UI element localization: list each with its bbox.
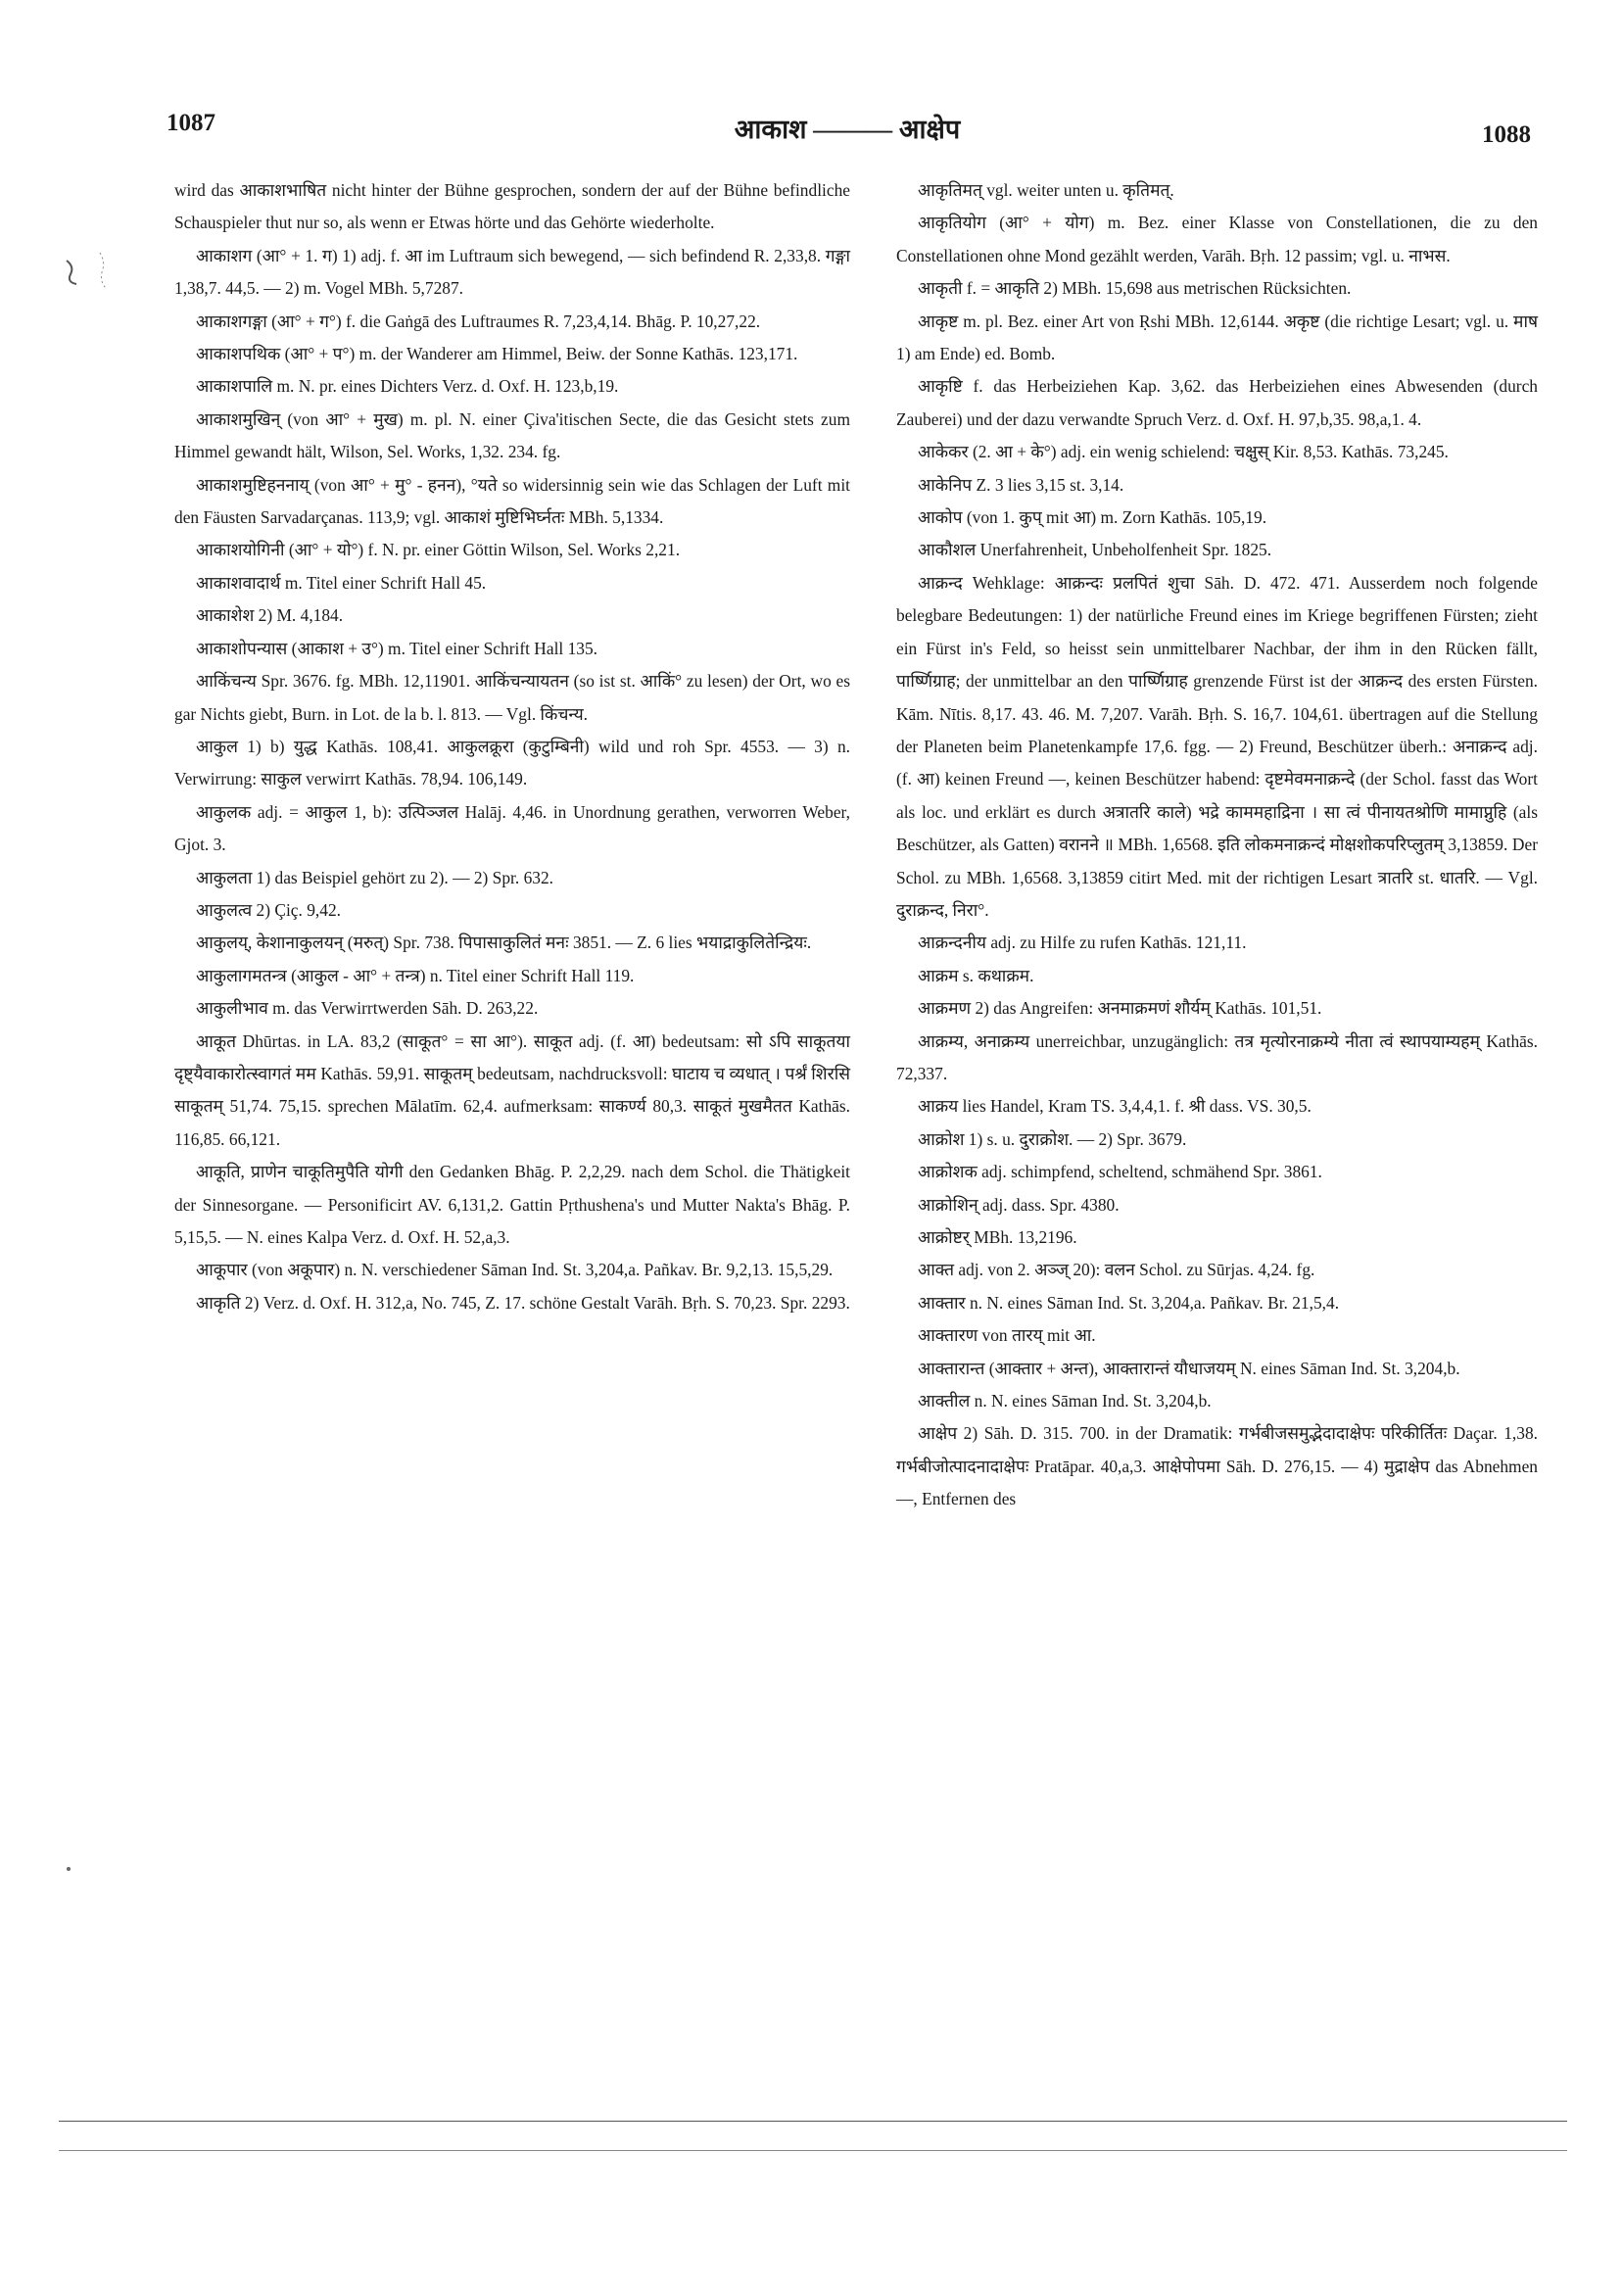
- entry: आक्रय lies Handel, Kram TS. 3,4,4,1. f. श्री dass. VS. 30,5.: [918, 1096, 1312, 1117]
- entry: आक्रन्द Wehklage: आक्रन्दः प्रलपितं शुचा Sāh. D. 472. 471. Ausserdem noch folgende belegbare Bedeutungen: 1) der natürliche Freund eines im Kriege begriffenen Fürsten; zieht ein Fürst in's Feld, so heisst sein unmittelbarer Nachbar, der ihm in den Rücken fällt, पार्ष्णिग्राह; der unmittelbar an den पार्ष्णिग्राह grenzende Fürst ist der आक्रन्द des ersten Fürsten. Kām. Nītis. 8,17. 43. 46. M. 7,207. Varāh. Bṛh. S. 16,7. 104,61. übertragen auf die Stellung der Planeten beim Planetenkampfe 17,6. fgg. — 2) Freund, Beschützer überh.: अनाक्रन्द adj. (f. आ) keinen Freund —, keinen Beschützer habend: दृष्टमेवमनाक्रन्दे (der Schol. fasst das Wort als loc. und erklärt es durch अत्रातरि काले) भद्रे काममहाद्रिना । सा त्वं पीनायतश्रोणि मामाप्नुहि (als Beschützer, als Gatten) वरानने ॥ MBh. 1,6568. इति लोकमनाक्रन्दं मोक्षशोकपरिप्लुतम् 3,13859. Der Schol. zu MBh. 1,6568. 3,13859 citirt Med. mit der richtigen Lesart त्रातरि st. धातरि. — Vgl. दुराक्रन्द, निरा°.: [896, 572, 1538, 920]
- left-column: [174, 174, 850, 1319]
- entry: आक्षेप 2) Sāh. D. 315. 700. in der Dramatik: गर्भबीजसमुद्भेदादाक्षेपः परिकीर्तितः Daçar. 1,38. गर्भबीजोत्पादनादाक्षेपः Pratāpar. 40,a,3. आक्षेपोपमा Sāh. D. 276,15. — 4) मुद्राक्षेप das Abnehmen —, Entfernen des: [896, 1423, 1538, 1509]
- entry: आक्रम्य, अनाक्रम्य unerreichbar, unzugänglich: तत्र मृत्योरनाक्रम्ये नीता त्वं स्थापयाम्यहम् Kathās. 72,337.: [896, 1030, 1538, 1083]
- entry: आकाशमुखिन् (von आ° + मुख) m. pl. N. einer Çiva'itischen Secte, die das Gesicht stets zum Himmel gewandt hält, Wilson, Sel. Works, 1,32. 234. fg.: [174, 408, 850, 462]
- entry: आकाशेश 2) M. 4,184.: [196, 605, 344, 626]
- entry: आकृष्ट m. pl. Bez. einer Art von Ṛshi MBh. 12,6144. अकृष्ट (die richtige Lesart; vgl. u. माष 1) am Ende) ed. Bomb.: [896, 311, 1538, 364]
- entry: आकूत Dhūrtas. in LA. 83,2 (साकूत° = सा आ°). साकूत adj. (f. आ) bedeutsam: सो ऽपि साकूतया दृष्ट्यैवाकारोत्स्वागतं मम Kathās. 59,91. साकूतम् bedeutsam, nachdrucksvoll: घाटाय च व्यधात् । पर्श्रं शिरसि साकूतम् 51,74. 75,15. sprechen Mālatīm. 62,4. aufmerksam: साकर्ण्य 80,3. साकूतं मुखमैतत Kathās. 116,85. 66,121.: [174, 1030, 850, 1149]
- entry: आकृति 2) Verz. d. Oxf. H. 312,a, No. 745, Z. 17. schöne Gestalt Varāh. Bṛh. S. 70,23. Spr. 2293.: [196, 1292, 850, 1313]
- entry: आकाशगङ्गा (आ° + ग°) f. die Gaṅgā des Luftraumes R. 7,23,4,14. Bhāg. P. 10,27,22.: [196, 311, 761, 331]
- entry: आकाशयोगिनी (आ° + यो°) f. N. pr. einer Göttin Wilson, Sel. Works 2,21.: [196, 540, 681, 560]
- bottom-rule-secondary: [59, 2150, 1567, 2151]
- entry: आक्तार n. N. eines Sāman Ind. St. 3,204,a. Pañkav. Br. 21,5,4.: [918, 1292, 1340, 1313]
- entry: आकृष्टि f. das Herbeiziehen Kap. 3,62. das Herbeiziehen eines Abwesenden (durch Zauberei) und der dazu verwandte Spruch Verz. d. Oxf. H. 97,b,35. 98,a,1. 4.: [896, 376, 1538, 429]
- entry: आक्तील n. N. eines Sāman Ind. St. 3,204,b.: [918, 1391, 1212, 1411]
- page-number-left: 1087: [167, 110, 215, 136]
- entry: आकिंचन्य Spr. 3676. fg. MBh. 12,11901. आकिंचन्यायतन (so ist st. आकिं° zu lesen) der Ort, wo es gar Nichts giebt, Burn. in Lot. de la b. l. 813. — Vgl. किंचन्य.: [174, 671, 850, 724]
- stray-mark: [67, 1867, 71, 1871]
- entry: आक्तारण von तारय् mit आ.: [918, 1325, 1096, 1346]
- entry: आक्रन्दनीय adj. zu Hilfe zu rufen Kathās. 121,11.: [918, 933, 1247, 953]
- entry: आकुलक adj. = आकुल 1, b): उत्पिञ्जल Halāj. 4,46. in Unordnung gerathen, verworren Weber, Gjot. 3.: [174, 801, 850, 855]
- entry: आकाशवादार्थ m. Titel einer Schrift Hall 45.: [196, 572, 487, 593]
- entry: आकूति, प्राणेन चाकूतिमुपैति योगी den Gedanken Bhāg. P. 2,2,29. nach dem Schol. die Thätigkeit der Sinnesorgane. — Personificirt AV. 6,131,2. Gattin Pṛthushena's und Mutter Nakta's Bhāg. P. 5,15,5. — N. eines Kalpa Verz. d. Oxf. H. 52,a,3.: [174, 1162, 850, 1247]
- pencil-mark-icon: [57, 247, 125, 306]
- entry: आकृतिमत् vgl. weiter unten u. कृतिमत्.: [918, 180, 1174, 200]
- entry: आकाशोपन्यास (आकाश + उ°) m. Titel einer Schrift Hall 135.: [196, 638, 598, 658]
- entry: आकेकर (2. आ + के°) adj. ein wenig schielend: चक्षुस् Kir. 8,53. Kathās. 73,245.: [918, 442, 1449, 462]
- entry: आकौशल Unerfahrenheit, Unbeholfenheit Spr. 1825.: [918, 540, 1272, 560]
- entry: आकृतियोग (आ° + योग) m. Bez. einer Klasse von Constellationen, die zu den Constellationen ohne Mond gezählt werden, Varāh. Bṛh. 12 passim; vgl. u. नाभस.: [896, 213, 1538, 265]
- entry: आकुलागमतन्त्र (आकुल - आ° + तन्त्र) n. Titel einer Schrift Hall 119.: [196, 965, 635, 985]
- entry: आकृती f. = आकृति 2) MBh. 15,698 aus metrischen Rücksichten.: [918, 278, 1352, 299]
- entry: आक्रमण 2) das Angreifen: अनमाक्रमणं शौर्यम् Kathās. 101,51.: [918, 998, 1322, 1019]
- entry: आकाशग (आ° + 1. ग) 1) adj. f. आ im Luftraum sich bewegend, — sich befindend R. 2,33,8. गङ्गा 1,38,7. 44,5. — 2) m. Vogel MBh. 5,7287.: [174, 245, 850, 299]
- entry: आकूपार (von अकूपार) n. N. verschiedener Sāman Ind. St. 3,204,a. Pañkav. Br. 9,2,13. 15,5,29.: [196, 1260, 834, 1280]
- entry: आक्रोशिन् adj. dass. Spr. 4380.: [918, 1194, 1120, 1215]
- entry: आक्तारान्त (आक्तार + अन्त), आक्तारान्तं यौधाजयम् N. eines Sāman Ind. St. 3,204,b.: [918, 1358, 1460, 1378]
- entry: आक्रोशक adj. schimpfend, scheltend, schmähend Spr. 3861.: [918, 1162, 1322, 1182]
- entry: आक्त adj. von 2. अञ्ज् 20): वलन Schol. zu Sūrjas. 4,24. fg.: [918, 1260, 1315, 1280]
- entry: आकुल 1) b) युद्ध Kathās. 108,41. आकुलक्रूरा (कुटुम्बिनी) wild und roh Spr. 4553. — 3) n. Verwirrung: साकुल verwirrt Kathās. 78,94. 106,149.: [174, 736, 850, 789]
- entry: आकोप (von 1. कुप् mit आ) m. Zorn Kathās. 105,19.: [918, 507, 1267, 528]
- entry: आकाशमुष्टिहननाय् (von आ° + मु° - हनन), °यते so widersinnig sein wie das Schlagen der Luft mit den Fäusten Sarvadarçanas. 113,9; vgl. आकाशं मुष्टिभिर्घ्नतः MBh. 5,1334.: [174, 474, 850, 528]
- right-column: [896, 174, 1538, 1516]
- entry: आक्रोश 1) s. u. दुराक्रोश. — 2) Spr. 3679.: [918, 1128, 1187, 1149]
- entry: आकाशपथिक (आ° + प°) m. der Wanderer am Himmel, Beiw. der Sonne Kathās. 123,171.: [196, 344, 798, 364]
- entry: आकुलय्, केशानाकुलयन् (मरुत्) Spr. 738. पिपासाकुलितं मनः 3851. — Z. 6 lies भयाद्राकुलितेन्द्रियः.: [196, 933, 812, 953]
- entry: आकुलीभाव m. das Verwirrtwerden Sāh. D. 263,22.: [196, 998, 539, 1019]
- bottom-rule: [59, 2121, 1567, 2122]
- entry: आक्रम s. कथाक्रम.: [918, 965, 1034, 985]
- running-title: आकाश ——— आक्षेप: [734, 115, 961, 144]
- entry: आक्रोष्टर् MBh. 13,2196.: [918, 1227, 1077, 1247]
- entry: आकेनिप Z. 3 lies 3,15 st. 3,14.: [918, 474, 1124, 495]
- entry: wird das आकाशभाषित nicht hinter der Bühne gesprochen, sondern der auf der Bühne befindliche Schauspieler thut nur so, als wenn er Etwas hörte und das Gehörte wiederholte.: [174, 180, 850, 233]
- entry: आकुलता 1) das Beispiel gehört zu 2). — 2) Spr. 632.: [196, 867, 554, 887]
- page-number-right: 1088: [1482, 121, 1531, 148]
- entry: आकाशपालि m. N. pr. eines Dichters Verz. d. Oxf. H. 123,b,19.: [196, 376, 619, 397]
- entry: आकुलत्व 2) Çiç. 9,42.: [196, 899, 342, 920]
